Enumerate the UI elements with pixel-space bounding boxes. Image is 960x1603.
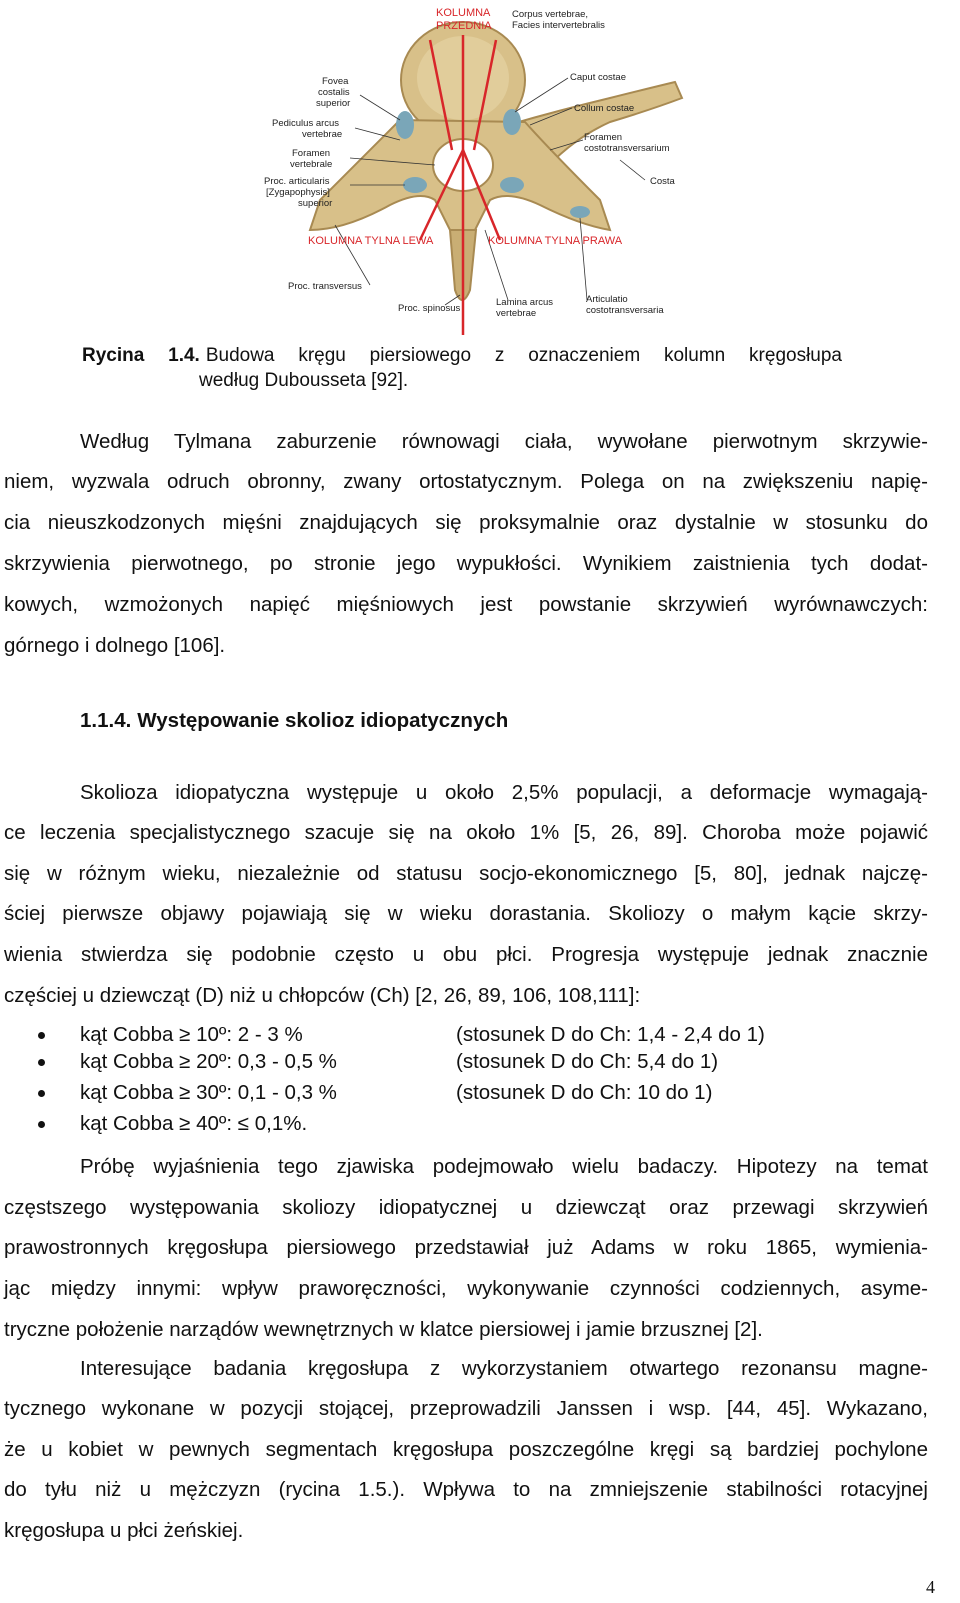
bullet-dot: [38, 1121, 45, 1128]
label-corpus-2: Facies intervertebralis: [512, 20, 605, 31]
label-right-column: KOLUMNA TYLNA PRAWA: [488, 235, 623, 247]
para4-line: że u kobiet w pewnych segmentach kręgosłupa poszczególne kręgi są bardziej pochylone: [4, 1438, 928, 1461]
label-lamina-1: Lamina arcus: [496, 297, 554, 308]
bullet-ratio: (stosunek D do Ch: 10 do 1): [456, 1081, 713, 1104]
label-corpus-1: Corpus vertebrae,: [512, 9, 589, 20]
label-left-column: KOLUMNA TYLNA LEWA: [308, 235, 434, 247]
caption-line-1: Budowa kręgu piersiowego z oznaczeniem kolumn kręgosłupa: [205, 345, 842, 366]
label-pediculus-2: vertebrae: [302, 129, 343, 140]
para1-line: niem, wyzwala odruch obronny, zwany ortostatycznym. Polega on na zwiększeniu napię-: [4, 470, 928, 493]
para1-line: kowych, wzmożonych napięć mięśniowych jest powstanie skrzywień wyrównawczych:: [4, 593, 928, 616]
bullet-ratio: (stosunek D do Ch: 1,4 - 2,4 do 1): [456, 1023, 765, 1046]
articular-facet-right: [500, 177, 524, 193]
label-costa: Costa: [650, 176, 675, 187]
articular-facet-left: [403, 177, 427, 193]
label-pediculus-1: Pediculus arcus: [272, 118, 340, 129]
list-item: [0, 1023, 960, 1047]
para2-line: częściej u dziewcząt (D) niż u chłopców (Ch) [2, 26, 89, 106, 108,111]:: [4, 984, 641, 1007]
label-proc-art-3: superior: [298, 198, 333, 209]
label-foramen-vert-1: Foramen: [292, 148, 331, 159]
label-proc-transversus: Proc. transversus: [288, 281, 362, 292]
label-articulatio-1: Articulatio: [586, 294, 628, 305]
list-item: [0, 1081, 960, 1105]
para1-line: skrzywienia pierwotnego, po stronie jego wypukłości. Wynikiem zaistnienia tych dodat-: [4, 552, 928, 575]
label-collum: Collum costae: [574, 103, 635, 114]
bullet-text: kąt Cobba ≥ 20º: 0,3 - 0,5 %: [80, 1050, 337, 1073]
para2-line: ce leczenia specjalistycznego szacuje się na około 1% [5, 26, 89]. Choroba może pojawić: [4, 821, 928, 844]
section-title: Występowanie skolioz idiopatycznych: [137, 709, 509, 732]
para4-line: tycznego wykonane w pozycji stojącej, przeprowadzili Janssen i wsp. [44, 45]. Wykazano,: [4, 1397, 928, 1420]
caption-label: Rycina 1.4.: [82, 345, 200, 366]
caption-line-2: według Dubousseta [92].: [199, 370, 409, 391]
list-item: [0, 1112, 960, 1136]
bullet-text: kąt Cobba ≥ 10º: 2 - 3 %: [80, 1023, 303, 1046]
para4-line: Interesujące badania kręgosłupa z wykorzystaniem otwartego rezonansu magne-: [80, 1357, 928, 1380]
figure-caption: [82, 343, 842, 393]
rib-head: [503, 109, 521, 135]
list-item: [0, 1050, 960, 1074]
para1-line: Według Tylmana zaburzenie równowagi ciała, wywołane pierwotnym skrzywie-: [80, 430, 928, 453]
para3-line: prawostronnych kręgosłupa piersiowego przedstawiał już Adams w roku 1865, wymienia-: [4, 1236, 928, 1259]
label-proc-art-1: Proc. articularis: [264, 176, 330, 187]
bullet-ratio: (stosunek D do Ch: 5,4 do 1): [456, 1050, 719, 1073]
para4-line: kręgosłupa u płci żeńskiej.: [4, 1519, 244, 1542]
label-caput: Caput costae: [570, 72, 626, 83]
label-lamina-2: vertebrae: [496, 308, 537, 319]
bullet-dot: [38, 1090, 45, 1097]
section-heading: [80, 709, 508, 733]
label-articulatio-2: costotransversaria: [586, 305, 664, 316]
para3-line: częstszego występowania skoliozy idiopatycznej u dziewcząt oraz przewagi skrzywień: [4, 1196, 928, 1219]
label-fovea-1: Fovea: [322, 76, 349, 87]
costal-fovea: [396, 111, 414, 139]
bullet-dot: [38, 1032, 45, 1039]
label-front-column-1: KOLUMNA: [436, 7, 491, 19]
label-fovea-2: costalis: [318, 87, 350, 98]
para3-line: Próbę wyjaśnienia tego zjawiska podejmowało wielu badaczy. Hipotezy na temat: [80, 1155, 928, 1178]
para4-line: do tyłu niż u mężczyzn (rycina 1.5.). Wpływa to na zmniejszenie stabilności rotacyjnej: [4, 1478, 928, 1501]
para1-line: cia nieuszkodzonych mięśni znajdujących się proksymalnie oraz dystalnie w stosunku do: [4, 511, 928, 534]
para2-line: się w różnym wieku, niezależnie od statusu socjo-ekonomicznego [5, 80], jednak najczę-: [4, 862, 928, 885]
bullet-dot: [38, 1059, 45, 1066]
section-number: 1.1.4.: [80, 709, 132, 732]
label-foramen-costo-2: costotransversarium: [584, 143, 670, 154]
label-foramen-costo-1: Foramen: [584, 132, 623, 143]
bullet-text: kąt Cobba ≥ 40º: ≤ 0,1%.: [80, 1112, 308, 1135]
label-proc-art-2: [Zygapophysis]: [266, 187, 330, 198]
label-proc-spinosus: Proc. spinosus: [398, 303, 461, 314]
label-front-column-2: PRZEDNIA: [436, 20, 492, 32]
label-fovea-3: superior: [316, 98, 351, 109]
para2-line: wienia stwierdza się podobnie często u obu płci. Progresja występuje jednak znacznie: [4, 943, 928, 966]
para3-line: jąc między innymi: wpływ praworęczności, wykonywanie czynności codziennych, asyme-: [4, 1277, 928, 1300]
bullet-text: kąt Cobba ≥ 30º: 0,1 - 0,3 %: [80, 1081, 337, 1104]
page-number: 4: [926, 1577, 935, 1597]
label-foramen-vert-2: vertebrale: [290, 159, 333, 170]
para2-line: Skolioza idiopatyczna występuje u około 2,5% populacji, a deformacje wymagają-: [80, 781, 928, 804]
para1-line: górnego i dolnego [106].: [4, 634, 226, 657]
para3-line: tryczne położenie narządów wewnętrznych w klatce piersiowej i jamie brzusznej [2].: [4, 1318, 763, 1341]
costotransverse-joint: [570, 206, 590, 218]
vertebra-figure: [250, 0, 700, 340]
para2-line: ściej pierwsze objawy pojawiają się w wieku dorastania. Skoliozy o małym kącie skrzy-: [4, 902, 928, 925]
